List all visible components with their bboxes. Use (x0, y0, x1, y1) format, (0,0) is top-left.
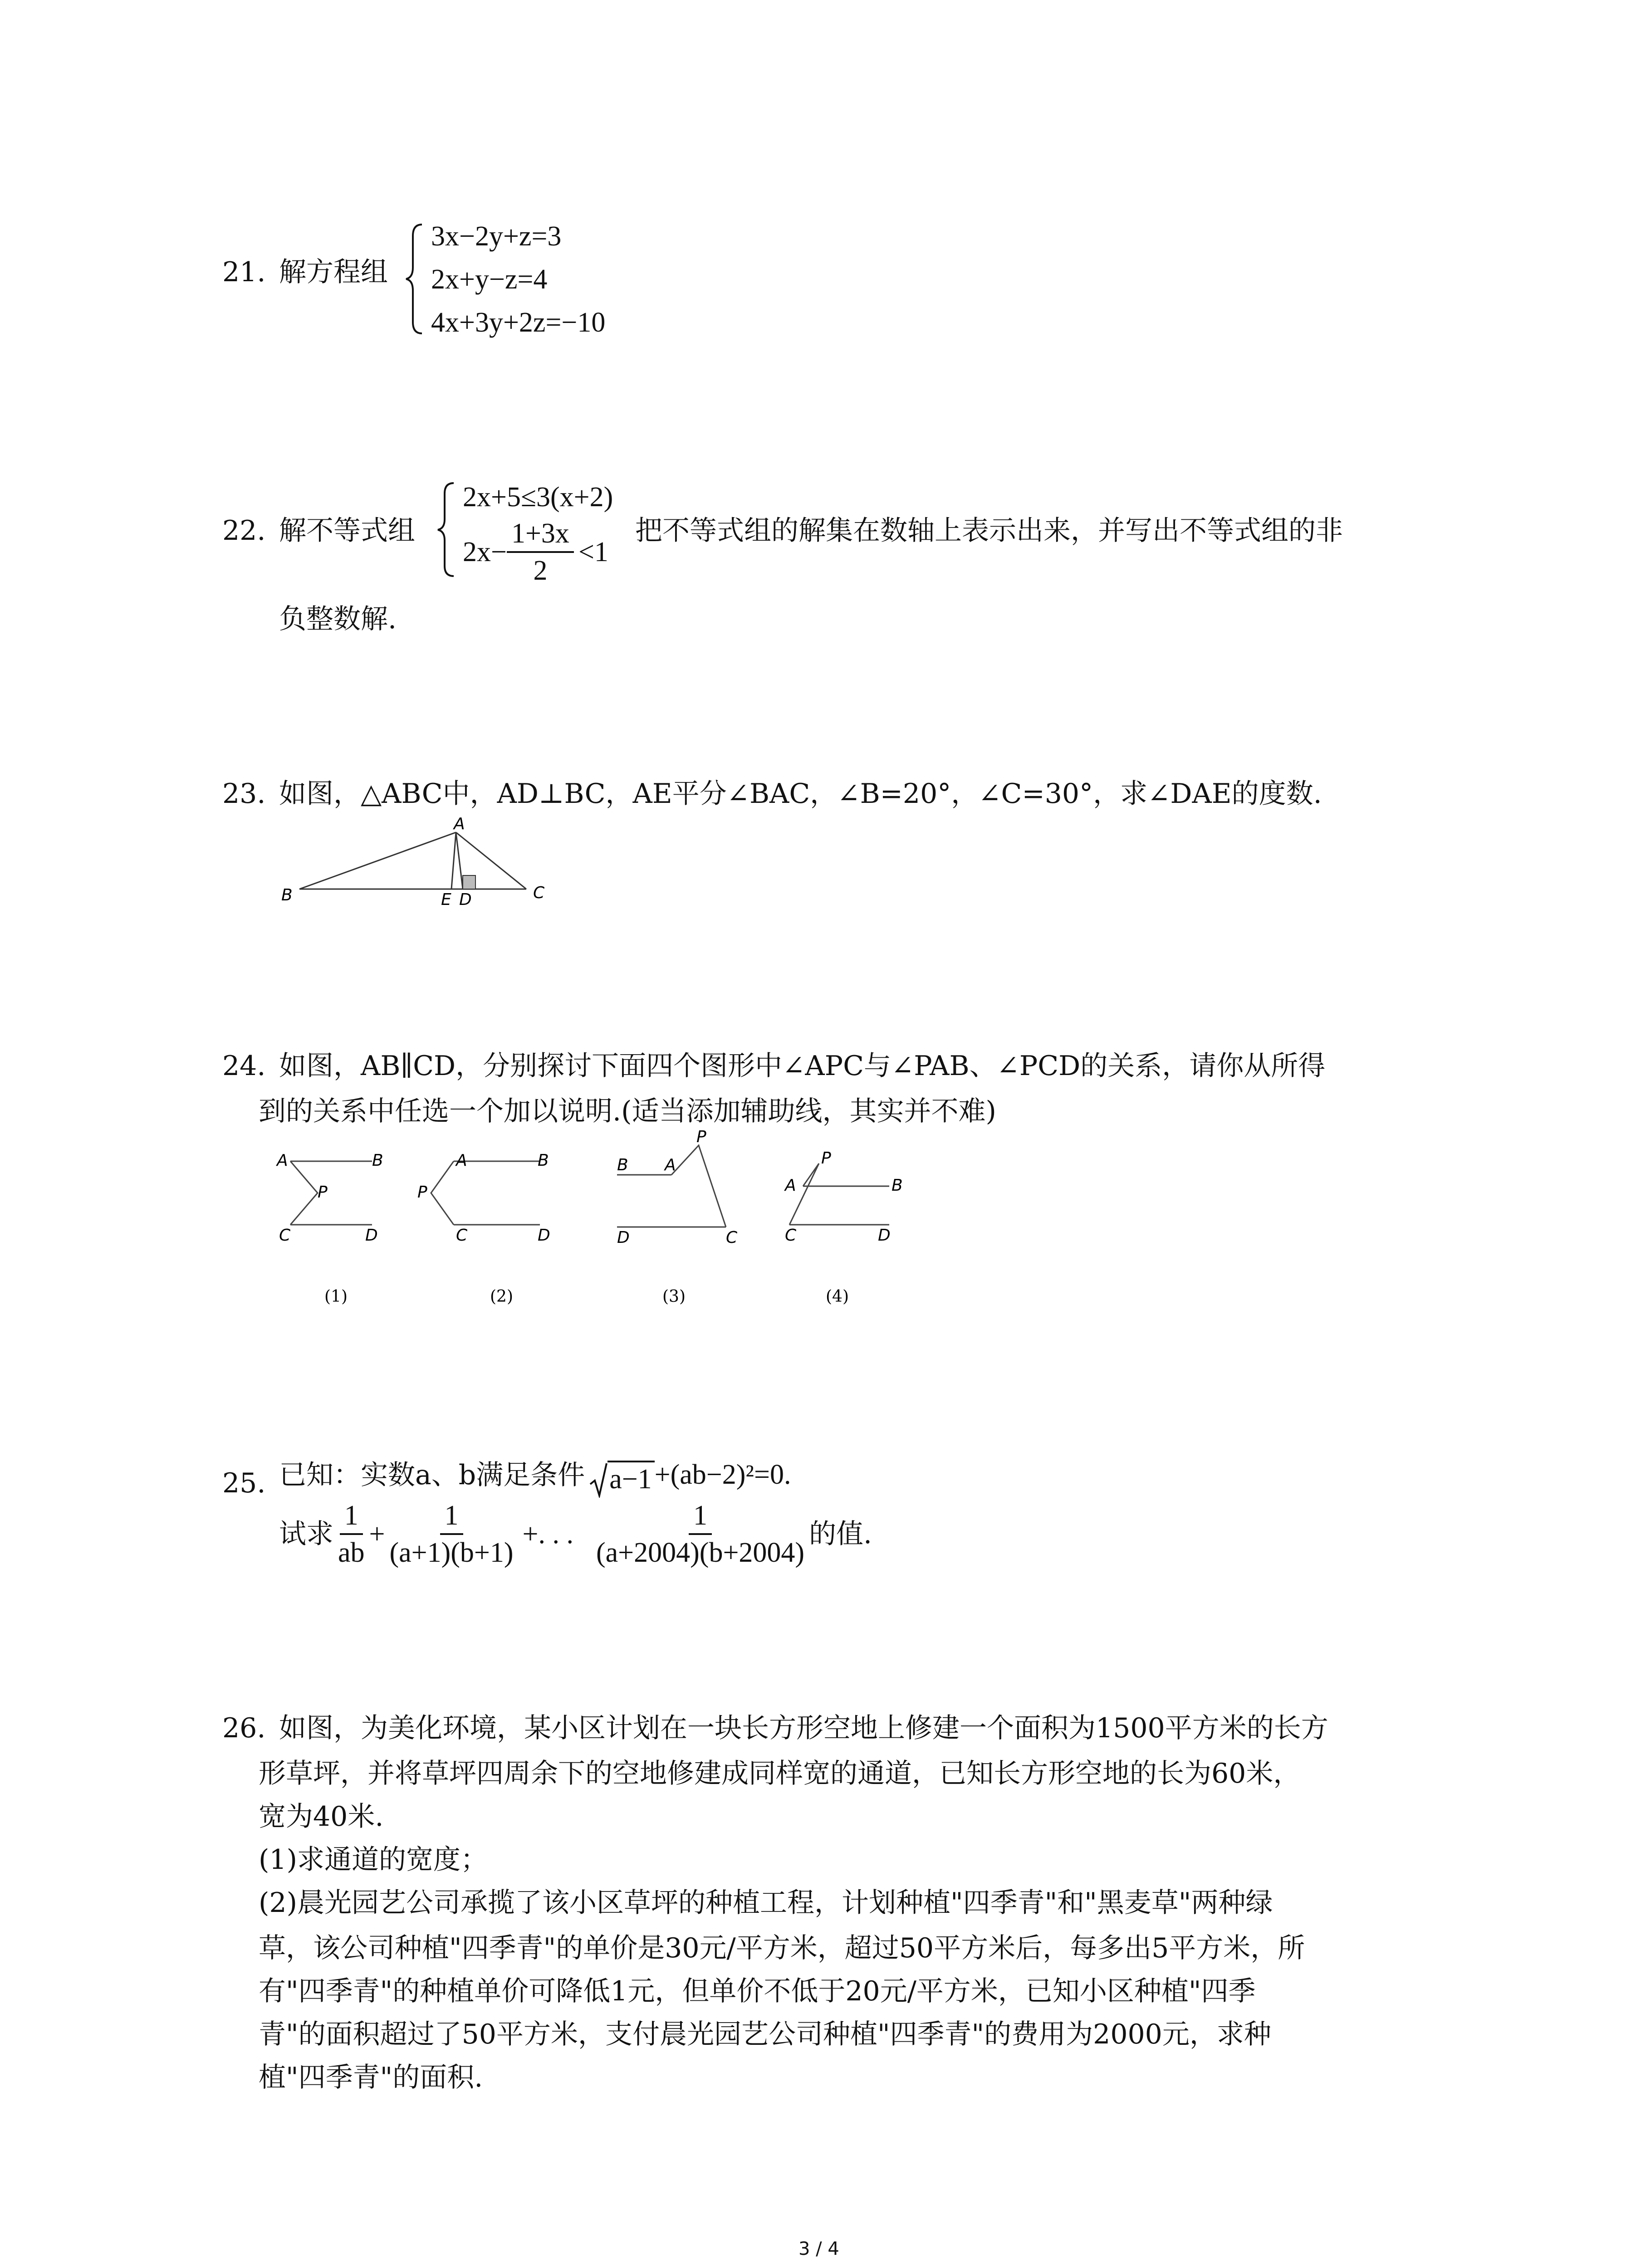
q22-ineq2-left: 2x− (463, 537, 507, 567)
fig4-label-d: D (878, 1226, 891, 1245)
fig1-caption: (1) (324, 1287, 348, 1306)
q25-fraction-1 (333, 1501, 369, 1567)
q24-text-line2: 到的关系中任选一个加以说明.(适当添加辅助线，其实并不难) (259, 1095, 996, 1127)
q26-line-7: 有"四季青"的种植单价可降低1元，但单价不低于20元/平方米，已知小区种植"四季 (259, 1975, 1256, 2007)
page-number: 3 / 4 (798, 2239, 839, 2259)
q23-label-c: C (533, 884, 545, 902)
q26-number: 26. (222, 1712, 266, 1744)
q25-ellipsis: +. . . (522, 1519, 574, 1549)
fig3-label-p: P (696, 1129, 706, 1146)
q22-text-line2: 负整数解. (279, 603, 397, 635)
fig2-label-a: A (456, 1151, 467, 1170)
q25-line1-prefix: 已知：实数a、b满足条件 (279, 1459, 585, 1491)
q25-line2-prefix: 试求 (279, 1518, 333, 1550)
q21-equation-3: 4x+3y+2z=−10 (431, 307, 606, 338)
q26-line-8: 青"的面积超过了50平方米，支付晨光园艺公司种植"四季青"的费用为2000元，求种 (259, 2019, 1271, 2050)
q22-brace (436, 481, 458, 578)
q25-fraction-1-numerator: 1 (340, 1501, 363, 1535)
q26-line-5: (2)晨光园艺公司承揽了该小区草坪的种植工程，计划种植"四季青"和"黑麦草"两种绿 (259, 1887, 1273, 1919)
q22-ineq2-right: <1 (578, 537, 608, 567)
fig2-label-p: P (417, 1183, 427, 1202)
q22-text-line1: 把不等式组的解集在数轴上表示出来，并写出不等式组的非 (635, 515, 1343, 547)
fig1-label-a: A (277, 1151, 288, 1170)
fig3-caption: (3) (662, 1287, 686, 1306)
q21-brace (404, 222, 426, 336)
q25-fraction-2-numerator: 1 (440, 1501, 463, 1535)
q25-fraction-2 (385, 1501, 518, 1567)
q22-inequality-1: 2x+5≤3(x+2) (463, 482, 613, 513)
fig1-label-b: B (372, 1151, 383, 1170)
q21-equation-2: 2x+y−z=4 (431, 264, 548, 295)
q26-line-2: 形草坪，并将草坪四周余下的空地修建成同样宽的通道，已知长方形空地的长为60米， (259, 1758, 1301, 1789)
fig1-label-c: C (279, 1226, 291, 1245)
q23-label-e: E (441, 890, 451, 909)
q25-fraction-3-numerator: 1 (689, 1501, 712, 1535)
q23-triangle-figure (272, 812, 567, 916)
q22-prompt: 解不等式组 (279, 515, 415, 547)
q25-line2-suffix: 的值. (809, 1518, 872, 1550)
q23-label-a: A (454, 815, 465, 833)
q24-figures (263, 1129, 944, 1320)
q23-label-d: D (459, 890, 472, 909)
q26-line-6: 草，该公司种植"四季青"的单价是30元/平方米，超过50平方米后，每多出5平方米，所 (259, 1932, 1305, 1964)
q22-inequality-2 (463, 519, 608, 585)
fig1-label-p: P (318, 1183, 328, 1202)
fig4-label-a: A (785, 1176, 796, 1195)
fig2-label-d: D (538, 1226, 550, 1245)
q23-prompt: 如图，△ABC中，AD⊥BC，AE平分∠BAC，∠B=20°，∠C=30°，求∠DAE的度数. (279, 778, 1322, 810)
q25-fraction-3-denominator: (a+2004)(b+2004) (596, 1537, 805, 1568)
fig4-label-p: P (821, 1149, 831, 1168)
q26-line-1: 如图，为美化环境，某小区计划在一块长方形空地上修建一个面积为1500平方米的长方 (279, 1712, 1328, 1744)
q21-number: 21. (222, 256, 266, 288)
q26-line-9: 植"四季青"的面积. (259, 2062, 483, 2093)
q21-prompt: 解方程组 (279, 256, 388, 288)
q24-text-line1: 如图，AB∥CD，分别探讨下面四个图形中∠APC与∠PAB、∠PCD的关系，请你从所得 (279, 1050, 1326, 1082)
fig3-label-b: B (617, 1156, 628, 1174)
fig1-label-d: D (365, 1226, 378, 1245)
q23-label-b: B (281, 886, 293, 904)
q25-sqrt (589, 1461, 654, 1498)
q25-line1-suffix: +(ab−2)²=0. (654, 1459, 791, 1490)
q23-number: 23. (222, 778, 266, 810)
q25-fraction-3 (592, 1501, 809, 1567)
q22-fraction-denominator: 2 (533, 555, 548, 586)
q22-fraction (507, 519, 574, 585)
fig3-label-d: D (617, 1228, 630, 1247)
q25-line1 (279, 1461, 791, 1498)
q24-number: 24. (222, 1050, 266, 1082)
q22-fraction-numerator: 1+3x (507, 519, 574, 553)
q21-equation-1: 3x−2y+z=3 (431, 221, 562, 252)
fig4-label-c: C (785, 1226, 797, 1245)
fig2-caption: (2) (490, 1287, 513, 1306)
fig2-label-c: C (456, 1226, 468, 1245)
radical-sign-icon (589, 1461, 607, 1498)
q25-fraction-2-denominator: (a+1)(b+1) (389, 1537, 514, 1568)
fig3-label-a: A (665, 1156, 676, 1174)
fig3-label-c: C (726, 1228, 738, 1247)
q25-fraction-1-denominator: ab (338, 1537, 365, 1568)
q26-line-3: 宽为40米. (259, 1801, 384, 1833)
q22-number: 22. (222, 515, 266, 547)
fig2-label-b: B (538, 1151, 549, 1170)
q26-line-4: (1)求通道的宽度； (259, 1844, 488, 1876)
q25-sqrt-content: a−1 (607, 1461, 654, 1498)
fig4-label-b: B (892, 1176, 903, 1195)
fig4-caption: (4) (826, 1287, 849, 1306)
q25-plus: + (369, 1519, 385, 1549)
q25-line2 (279, 1501, 872, 1567)
q25-number: 25. (222, 1467, 266, 1499)
